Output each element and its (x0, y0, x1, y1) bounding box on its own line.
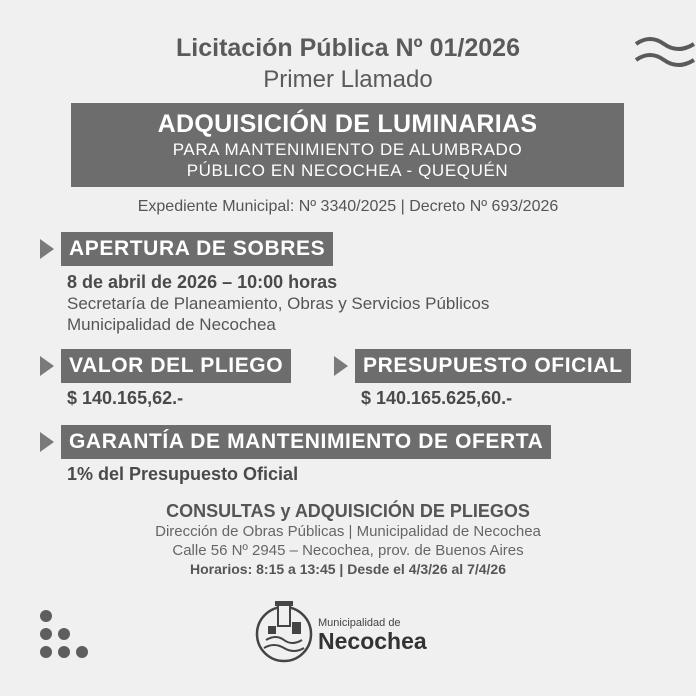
chevron-right-icon (40, 356, 54, 376)
presupuesto-amount: $ 140.165.625,60.- (361, 388, 513, 408)
main-line-1: PARA MANTENIMIENTO DE ALUMBRADO (172, 140, 523, 159)
garantia-value: 1% del Presupuesto Oficial (67, 464, 299, 484)
municipality-emblem-icon (254, 596, 314, 664)
main-heading: ADQUISICIÓN DE LUMINARIAS (157, 110, 538, 138)
apertura-label: APERTURA DE SOBRES (61, 232, 333, 266)
page-title: Licitación Pública Nº 01/2026 (176, 34, 520, 62)
apertura-place-1: Secretaría de Planeamiento, Obras y Servicios Públicos (67, 294, 490, 313)
logo-title: Necochea (318, 628, 427, 654)
main-title-box (71, 103, 624, 187)
presupuesto-label: PRESUPUESTO OFICIAL (355, 349, 631, 383)
main-line-2: PÚBLICO EN NECOCHEA - QUEQUÉN (186, 161, 509, 180)
valor-label: VALOR DEL PLIEGO (61, 349, 291, 383)
page-subtitle: Primer Llamado (263, 66, 433, 93)
garantia-label: GARANTÍA DE MANTENIMIENTO DE OFERTA (61, 425, 551, 459)
chevron-right-icon (40, 432, 54, 452)
apertura-place-2: Municipalidad de Necochea (67, 315, 276, 334)
chevron-right-icon (40, 239, 54, 259)
consultas-hours: Horarios: 8:15 a 13:45 | Desde el 4/3/26 al 7/4/26 (190, 561, 506, 577)
valor-amount: $ 140.165,62.- (67, 388, 184, 408)
chevron-right-icon (334, 356, 348, 376)
consultas-line-2: Calle 56 Nº 2945 – Necochea, prov. de Buenos Aires (172, 542, 524, 559)
logo-subtitle: Municipalidad de (318, 617, 401, 629)
apertura-date: 8 de abril de 2026 – 10:00 horas (67, 272, 338, 292)
consultas-heading: CONSULTAS y ADQUISICIÓN DE PLIEGOS (166, 501, 530, 521)
consultas-line-1: Dirección de Obras Públicas | Municipalidad de Necochea (155, 523, 541, 540)
wave-icon (634, 34, 696, 68)
expediente-line: Expediente Municipal: Nº 3340/2025 | Decreto Nº 693/2026 (137, 198, 559, 215)
